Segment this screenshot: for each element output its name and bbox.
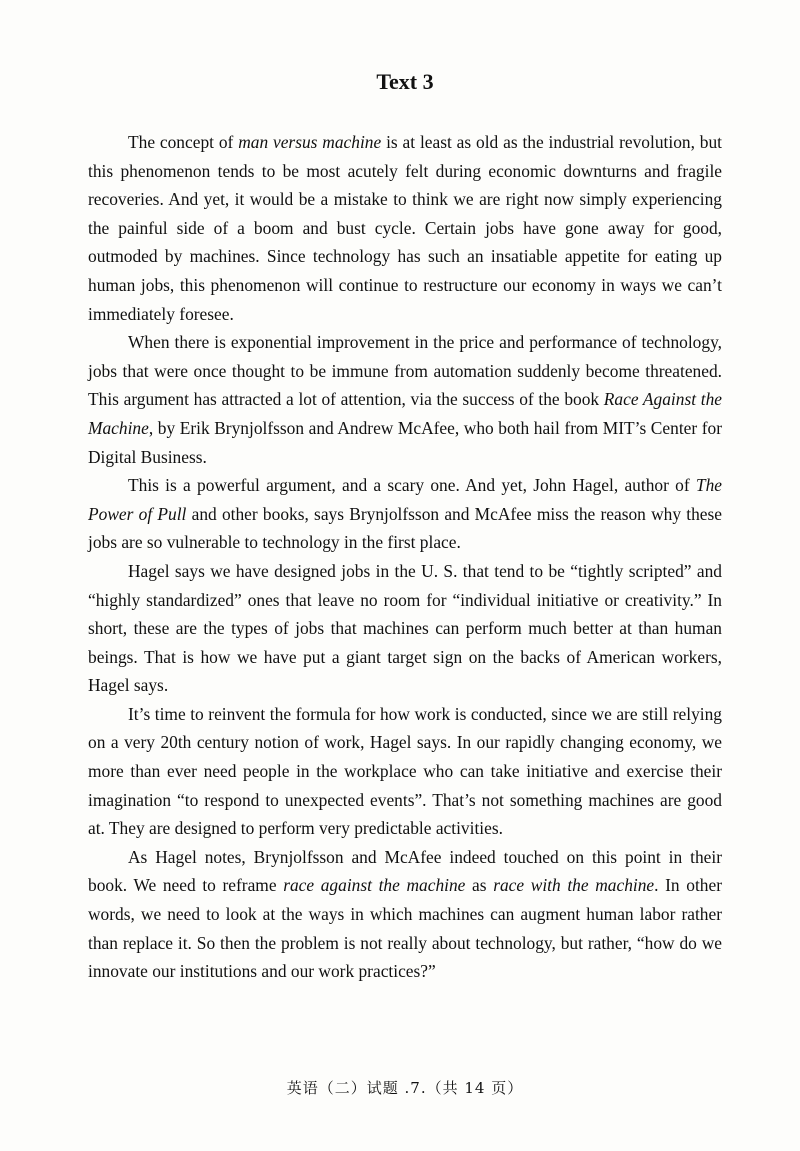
text-run: As Hagel notes, Brynjolfsson and McAfee indeed touched on this point in their book. We need to reframe <box>88 846 722 896</box>
text-run: The concept of <box>128 132 239 152</box>
paragraph <box>88 557 722 700</box>
passage-body <box>88 128 722 986</box>
text-run: When there is exponential improvement in the price and performance of technology, jobs that were once thought to be immune from automation suddenly become threatened. This argument has attracted a lot of attention, via the success of the book <box>88 332 722 410</box>
text-run: as <box>465 875 494 896</box>
italic-phrase: race against the machine <box>283 875 466 896</box>
italic-phrase: race with the machine <box>493 875 655 896</box>
text-run: Hagel says we have designed jobs in the U. S. that tend to be “tightly scripted” and “highly standardized” ones that leave no room for “individual initiative or creativity.” In short, these are the types of jobs that machines can perform much better at than human beings. That is how we have put a giant target sign on the backs of American workers, Hagel says. <box>88 560 722 696</box>
italic-phrase: The Power of Pull <box>88 475 722 524</box>
text-run: It’s time to reinvent the formula for how work is conducted, since we are still relying on a very 20th century notion of work, Hagel says. In our rapidly changing economy, we more than ever need people in the workplace who can take initiative and exercise their imagination “to respond to unexpected events”. That’s not something machines are good at. They are designed to perform very predictable activities. <box>88 703 722 839</box>
text-run: . In other words, we need to look at the ways in which machines can augment human labor rather than replace it. So then the problem is not really about technology, but rather, “how do we innovate our institutions and our work practices?” <box>88 875 722 982</box>
section-title: Text 3 <box>376 69 434 94</box>
paragraph <box>88 700 722 843</box>
text-run: is at least as old as the industrial revolution, but this phenomenon tends to be most acutely felt during economic downturns and fragile recoveries. And yet, it would be a mistake to think we are right now simply experiencing the painful side of a boom and bust cycle. Certain jobs have gone away for good, outmoded by machines. Since technology has such an insatiable appetite for eating up human jobs, this phenomenon will continue to restructure our economy in ways we can’t immediately foresee. <box>88 132 723 324</box>
paragraph <box>88 471 722 557</box>
text-run: This is a powerful argument, and a scary one. And yet, John Hagel, author of <box>128 475 696 496</box>
exam-page <box>88 0 722 1151</box>
paragraph <box>88 128 722 328</box>
paragraph <box>88 843 722 986</box>
text-run: and other books, says Brynjolfsson and McAfee miss the reason why these jobs are so vulnerable to technology in the first place. <box>88 503 723 553</box>
italic-phrase: man versus machine <box>238 132 382 152</box>
text-run: , by Erik Brynjolfsson and Andrew McAfee, who both hail from MIT’s Center for Digital Business. <box>88 417 722 467</box>
page-footer: 英语（二）试题 .7.（共 14 页） <box>286 1079 524 1097</box>
paragraph <box>88 328 722 471</box>
italic-phrase: Race Against the Machine <box>88 389 722 438</box>
